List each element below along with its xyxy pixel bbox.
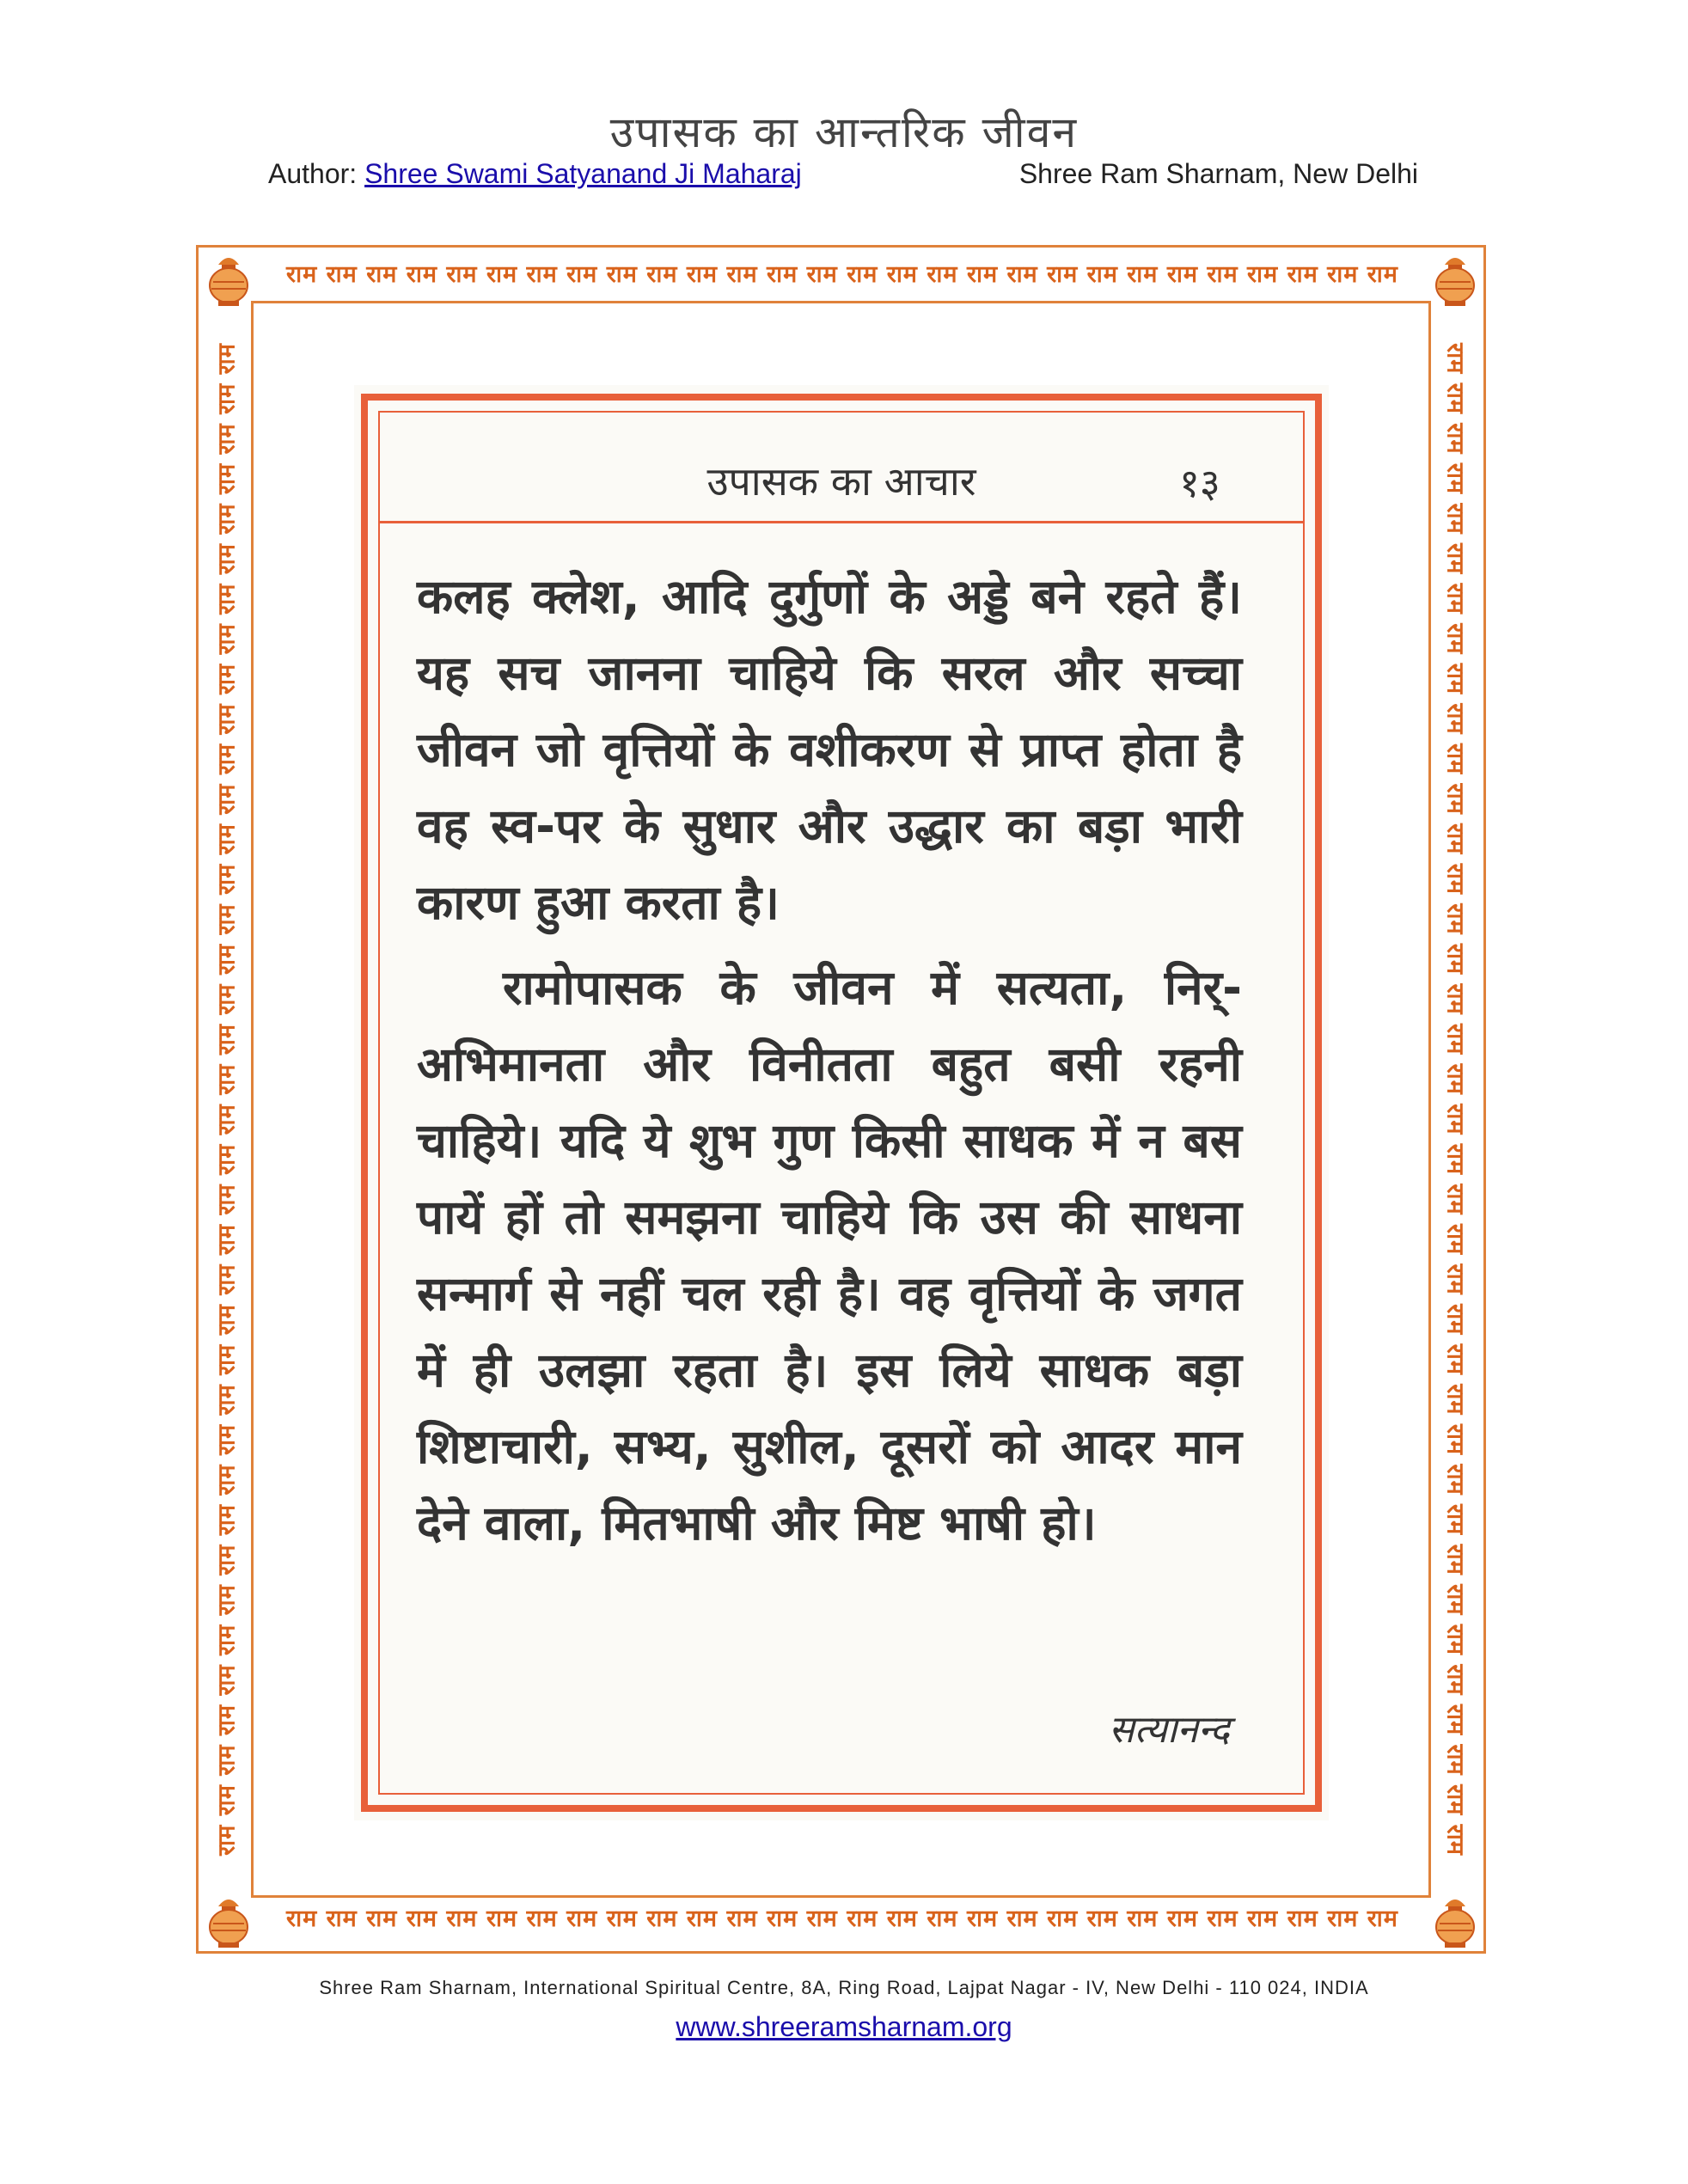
kalash-top-right-icon — [1429, 248, 1481, 308]
border-bottom-ram-text: राम राम राम राम राम राम राम राम राम राम राम राम राम राम राम राम राम राम राम राम राम राम राम राम राम राम राम राम — [286, 1906, 1398, 1932]
border-top-ram-text: राम राम राम राम राम राम राम राम राम राम राम राम राम राम राम राम राम राम राम राम राम राम राम राम राम राम राम राम — [286, 261, 1398, 288]
border-left-ram-text: राम राम राम राम राम राम राम राम राम राम राम राम राम राम राम राम राम राम राम राम राम राम राम राम राम राम राम राम राम राम राम राम राम राम राम राम राम राम — [213, 343, 241, 1856]
publisher-name: Shree Ram Sharnam, New Delhi — [1018, 158, 1418, 189]
scanned-page-title: उपासक का आचार — [706, 458, 976, 505]
website-link[interactable]: www.shreeramsharnam.org — [676, 2011, 1012, 2042]
kalash-bottom-right-icon — [1429, 1889, 1481, 1949]
scanned-page-body — [417, 559, 1242, 1562]
kalash-top-left-icon — [203, 248, 254, 308]
border-left-ram-column — [201, 301, 249, 1898]
book-title: उपासक का आन्तरिक जीवन — [609, 107, 1079, 157]
author-label: Author: — [268, 158, 365, 189]
scanned-page-header-rule — [378, 521, 1305, 523]
author-link[interactable]: Shree Swami Satyanand Ji Maharaj — [364, 158, 802, 189]
border-right-ram-column — [1433, 301, 1481, 1898]
author-line — [268, 158, 802, 190]
kalash-bottom-left-icon — [203, 1889, 254, 1949]
footer-website — [0, 2011, 1688, 2043]
scanned-page-number: १३ — [1179, 460, 1220, 506]
paragraph-1: कलह क्लेश, आदि दुर्गुणों के अड्डे बने रहते हैं। यह सच जानना चाहिये कि सरल और सच्चा जीवन जो वृत्तियों के वशीकरण से प्राप्त होता है वह स्व-पर के सुधार और उद्धार का बड़ा भारी कारण हुआ करता है। — [417, 569, 1242, 930]
border-right-ram-text: राम राम राम राम राम राम राम राम राम राम राम राम राम राम राम राम राम राम राम राम राम राम राम राम राम राम राम राम राम राम राम राम राम राम राम राम राम राम — [1441, 343, 1469, 1856]
paragraph-2: रामोपासक के जीवन में सत्यता, निर्-अभिमानता और विनीतता बहुत बसी रहनी चाहिये। यदि ये शुभ गुण किसी साधक में न बस पायें हों तो समझना चाहिये कि उस की साधना सन्मार्ग से नहीं चल रही है। वह वृत्तियों के जगत में ही उलझा रहता है। इस लिये साधक बड़ा शिष्टाचारी, सभ्य, सुशील, दूसरों को आदर मान देने वाला, मितभाषी और मिष्ट भाषी हो। — [417, 960, 1242, 1551]
signature: सत्यानन्द — [1109, 1708, 1230, 1752]
footer-address: Shree Ram Sharnam, International Spiritual Centre, 8A, Ring Road, Lajpat Nagar - IV, New Delhi - 110 024, INDIA — [319, 1977, 1369, 1998]
